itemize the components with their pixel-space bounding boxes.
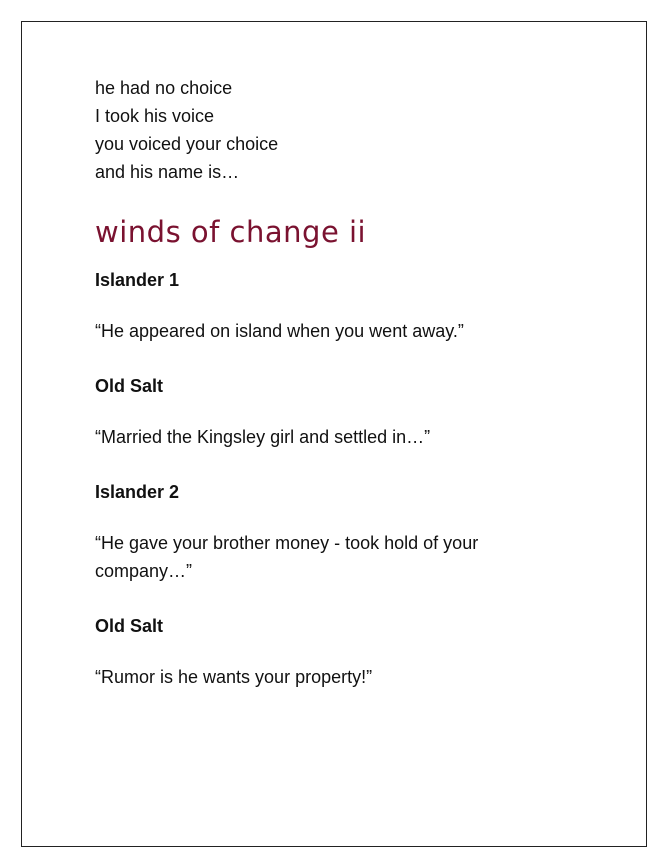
dialogue-block	[95, 268, 535, 691]
page-content	[95, 74, 535, 691]
verse-line: he had no choice	[95, 78, 233, 98]
document-page	[21, 21, 647, 847]
speaker-name: Old Salt	[95, 376, 164, 396]
speaker-name: Islander 1	[95, 270, 180, 290]
dialogue-line: “He gave your brother money - took hold of your company…”	[95, 533, 479, 581]
dialogue-line: “Rumor is he wants your property!”	[95, 667, 373, 687]
verse-line: and his name is…	[95, 162, 240, 182]
section-title: winds of change ii	[95, 215, 367, 249]
verse-block	[95, 74, 535, 186]
verse-line: you voiced your choice	[95, 134, 279, 154]
verse-line: I took his voice	[95, 106, 215, 126]
dialogue-line: “Married the Kingsley girl and settled in…”	[95, 427, 431, 447]
speaker-name: Old Salt	[95, 616, 164, 636]
speaker-name: Islander 2	[95, 482, 180, 502]
dialogue-line: “He appeared on island when you went away.”	[95, 321, 464, 341]
